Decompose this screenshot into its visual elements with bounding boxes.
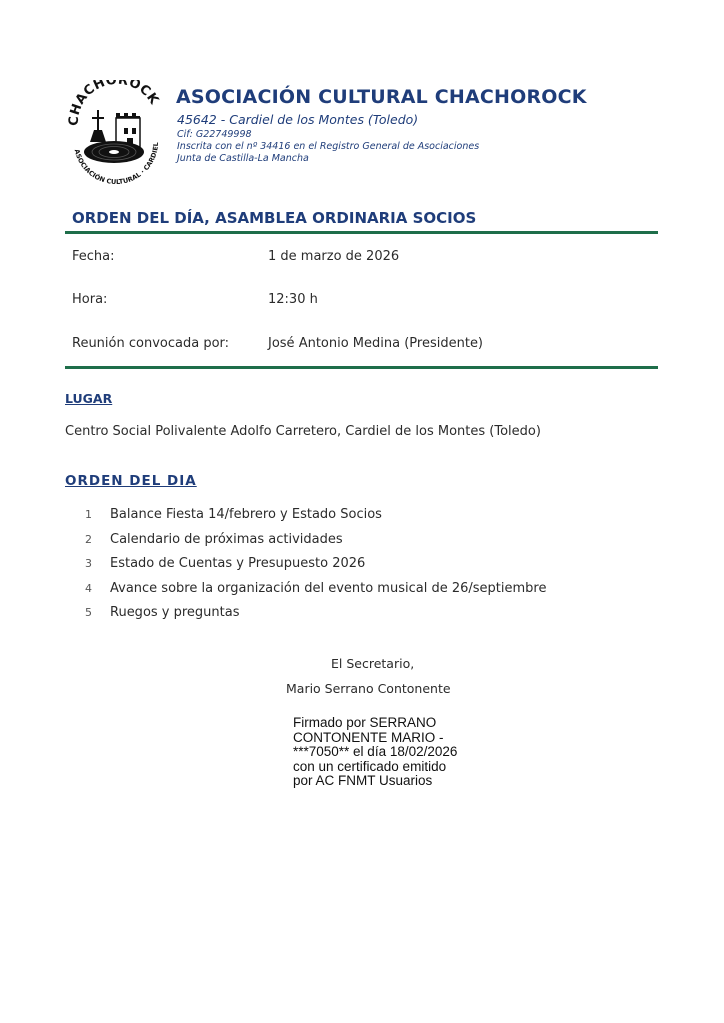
convened-by-label: Reunión convocada por: (72, 336, 230, 351)
signature-stamp-line: Firmado por SERRANO (293, 715, 437, 730)
agenda-heading: ORDEN DEL DIA (65, 473, 197, 489)
association-logo (64, 80, 168, 184)
agenda-item (85, 507, 546, 532)
organization-name: ASOCIACIÓN CULTURAL CHACHOROCK (176, 86, 587, 108)
vinyl-record-castle-icon (64, 80, 168, 184)
agenda-item-number: 1 (85, 508, 92, 521)
organization-cif: Cif: G22749998 (177, 129, 252, 140)
organization-registry: Inscrita con el nº 34416 en el Registro General de Asociaciones (177, 141, 480, 152)
place-heading: LUGAR (65, 391, 113, 406)
agenda-item (85, 581, 546, 606)
agenda-item (85, 556, 546, 581)
signature-stamp-line: CONTONENTE MARIO - (293, 729, 444, 745)
convened-by-value: José Antonio Medina (Presidente) (268, 336, 484, 351)
signature-stamp-line: ***7050** el día 18/02/2026 (293, 744, 458, 760)
agenda-item-text: Estado de Cuentas y Presupuesto 2026 (110, 556, 366, 571)
organization-junta: Junta de Castilla-La Mancha (177, 153, 309, 164)
agenda-item (85, 605, 546, 630)
title-divider (65, 231, 658, 234)
logo-text: CHACHOROCK (66, 80, 162, 127)
organization-address: 45642 - Cardiel de los Montes (Toledo) (177, 112, 419, 127)
signature-stamp-line: por AC FNMT Usuarios (293, 773, 433, 789)
digital-signature-stamp (293, 716, 513, 789)
logo-subtext: ASOCIACIÓN CULTURAL · CARDIEL (72, 142, 161, 184)
agenda-item-text: Avance sobre la organización del evento musical de 26/septiembre (110, 580, 547, 596)
agenda-item-number: 3 (85, 557, 92, 570)
place-text: Centro Social Polivalente Adolfo Carretero, Cardiel de los Montes (Toledo) (65, 424, 541, 439)
details-divider (65, 366, 658, 369)
svg-text:CHACHOROCK (67, 80, 162, 126)
date-label: Fecha: (72, 249, 115, 264)
agenda-item-text: Balance Fiesta 14/febrero y Estado Socios (110, 507, 382, 522)
signature-stamp-line: con un certificado emitido (293, 758, 447, 774)
agenda-item-text: Ruegos y preguntas (110, 605, 240, 620)
agenda-list (85, 507, 546, 630)
agenda-item-number: 2 (85, 532, 92, 546)
agenda-item-number: 4 (85, 581, 92, 595)
document-title: ORDEN DEL DÍA, ASAMBLEA ORDINARIA SOCIOS (72, 209, 477, 227)
time-value: 12:30 h (268, 292, 318, 307)
agenda-item-number: 5 (85, 606, 92, 619)
signatory-name: Mario Serrano Contonente (286, 681, 451, 696)
date-value: 1 de marzo de 2026 (268, 249, 400, 264)
agenda-item (85, 532, 546, 557)
time-label: Hora: (72, 292, 108, 307)
agenda-item-text: Calendario de próximas actividades (110, 531, 343, 547)
signatory-role: El Secretario, (331, 656, 415, 671)
